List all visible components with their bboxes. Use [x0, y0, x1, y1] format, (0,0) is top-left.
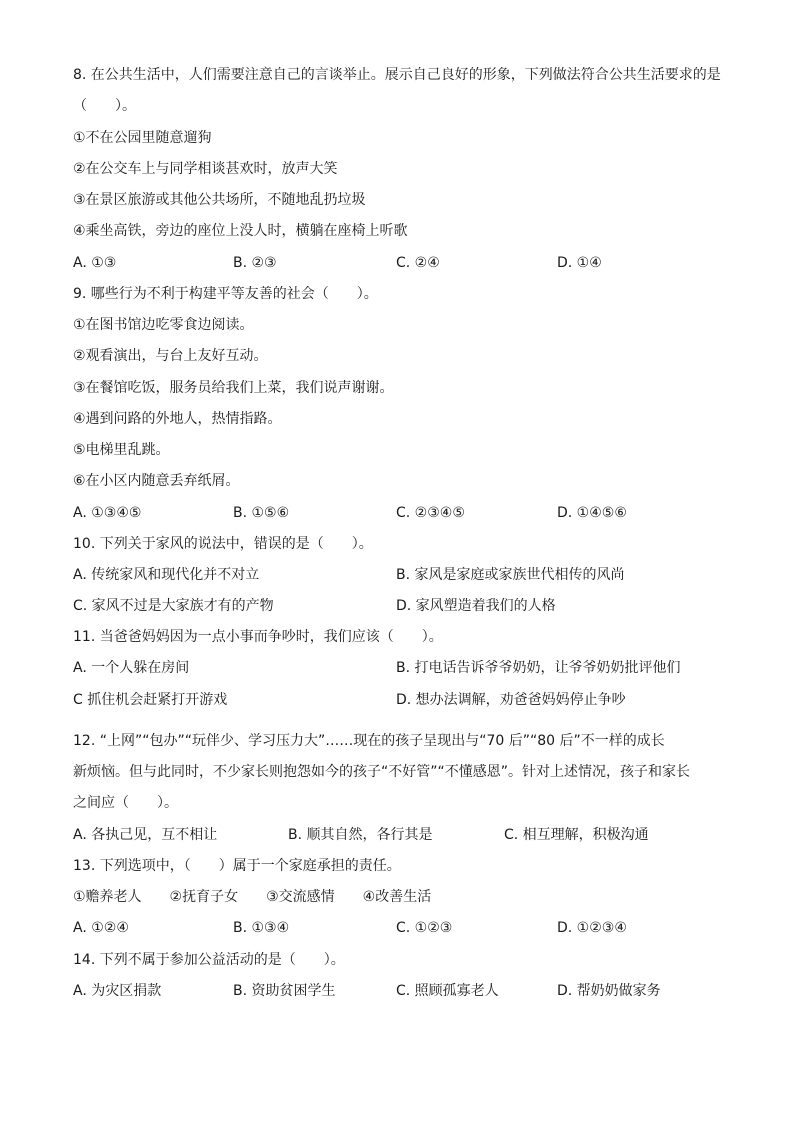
question-14-option-b: B. 资助贫困学生 [233, 983, 336, 999]
question-8-item-4: ④乘坐高铁，旁边的座位上没人时，横躺在座椅上听歌 [73, 223, 408, 239]
question-10-stem: 10. 下列关于家风的说法中，错误的是（ ）。 [73, 536, 373, 552]
question-8-item-3: ③在景区旅游或其他公共场所，不随地乱扔垃圾 [73, 192, 366, 208]
question-13-option-c: C. ①②③ [396, 920, 453, 936]
question-13-stem: 13. 下列选项中，（ ）属于一个家庭承担的责任。 [73, 858, 401, 874]
question-9-item-2: ②观看演出，与台上友好互动。 [73, 348, 268, 364]
question-12-stem-line-2: 新烦恼。但与此同时，不少家长则抱怨如今的孩子“不好管”“不懂感恩”。针对上述情况，孩子和家长 [73, 764, 691, 780]
question-8-option-b: B. ②③ [233, 255, 277, 271]
question-8-option-c: C. ②④ [396, 255, 440, 271]
question-14-option-a: A. 为灾区捐款 [73, 983, 162, 999]
question-11-option-d: D. 想办法调解，劝爸爸妈妈停止争吵 [396, 692, 626, 708]
question-13-items: ①赡养老人 ②抚育子女 ③交流感情 ④改善生活 [73, 889, 432, 905]
question-9-option-d: D. ①④⑤⑥ [557, 505, 627, 521]
question-12-option-b: B. 顺其自然，各行其是 [288, 827, 433, 843]
question-9-item-6: ⑥在小区内随意丢弃纸屑。 [73, 473, 240, 489]
question-12-option-c: C. 相互理解，积极沟通 [504, 827, 649, 843]
question-12-stem-line-1: 12. “上网”“包办”“玩伴少、学习压力大”……现在的孩子呈现出与“70 后”“80 后”不一样的成长 [73, 733, 665, 749]
question-8-item-1: ①不在公园里随意遛狗 [73, 130, 212, 146]
question-8-option-a: A. ①③ [73, 255, 117, 271]
question-10-option-d: D. 家风塑造着我们的人格 [396, 598, 556, 614]
question-11-option-c: C 抓住机会赶紧打开游戏 [73, 692, 228, 708]
question-8-item-2: ②在公交车上与同学相谈甚欢时，放声大笑 [73, 161, 338, 177]
question-12-option-a: A. 各执己见，互不相让 [73, 827, 218, 843]
question-8-stem-line-1: 8. 在公共生活中，人们需要注意自己的言谈举止。展示自己良好的形象，下列做法符合公共生活要求的是 [73, 67, 721, 83]
question-14-option-c: C. 照顾孤寡老人 [396, 983, 499, 999]
question-11-option-a: A. 一个人躲在房间 [73, 660, 190, 676]
question-14-option-d: D. 帮奶奶做家务 [557, 983, 661, 999]
question-10-option-c: C. 家风不过是大家族才有的产物 [73, 598, 274, 614]
question-12-stem-line-3: 之间应（ ）。 [73, 795, 178, 811]
question-13-option-b: B. ①③④ [233, 920, 290, 936]
question-9-item-4: ④遇到问路的外地人，热情指路。 [73, 411, 282, 427]
question-9-option-b: B. ①⑤⑥ [233, 505, 290, 521]
question-11-stem: 11. 当爸爸妈妈因为一点小事而争吵时，我们应该（ ）。 [73, 629, 443, 645]
question-9-item-1: ①在图书馆边吃零食边阅读。 [73, 317, 254, 333]
question-10-option-a: A. 传统家风和现代化并不对立 [73, 567, 260, 583]
question-9-option-c: C. ②③④⑤ [396, 505, 465, 521]
question-9-item-5: ⑤电梯里乱跳。 [73, 442, 170, 458]
question-14-stem: 14. 下列不属于参加公益活动的是（ ）。 [73, 952, 345, 968]
question-9-item-3: ③在餐馆吃饭，服务员给我们上菜，我们说声谢谢。 [73, 380, 394, 396]
question-8-option-d: D. ①④ [557, 255, 602, 271]
question-13-option-d: D. ①②③④ [557, 920, 627, 936]
question-10-option-b: B. 家风是家庭或家族世代相传的风尚 [396, 567, 625, 583]
question-11-option-b: B. 打电话告诉爷爷奶奶，让爷爷奶奶批评他们 [396, 660, 681, 676]
question-8-stem-line-2: （ ）。 [73, 98, 136, 114]
question-13-option-a: A. ①②④ [73, 920, 129, 936]
question-9-stem: 9. 哪些行为不利于构建平等友善的社会（ ）。 [73, 286, 378, 302]
question-9-option-a: A. ①③④⑤ [73, 505, 142, 521]
